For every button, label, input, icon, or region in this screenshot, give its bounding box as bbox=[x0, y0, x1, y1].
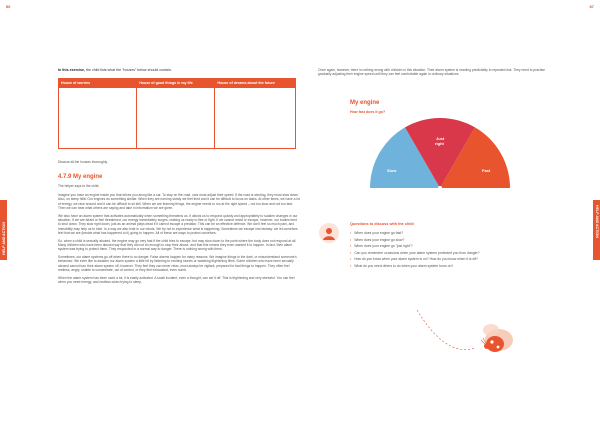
section-subtitle: The helper says to the child: bbox=[58, 184, 100, 188]
questions-list bbox=[350, 230, 570, 270]
house-cell bbox=[215, 88, 296, 149]
paragraph: When the alarm system has been used a lot, it is easily activated. A small incident, even a thought, can set it off. This is frightening and very stressful. You can feel when you need energy, and restless when trying to sleep. bbox=[58, 275, 295, 284]
paragraph: Imagine you have an engine inside you that drives you along like a car. To stay on the road, cars must adjust their speed. If the road is winding, they must slow down. Also, on steep hills! Our engines do something similar. When they are running slowly we feel tired and it can be difficult to focus on tasks. At other times, we have a lot of energy, we race around and it can be difficult to sit still. When we are learning things, the engine needs to run at the right speed – not too slow and not too fast. Then we can hear what others are saying and take in information we are given. bbox=[58, 193, 300, 211]
body-text bbox=[58, 193, 300, 284]
engine-gauge bbox=[360, 118, 520, 196]
question-item: • What do you need others to do when your alarm system turns on? bbox=[350, 263, 570, 270]
exercise-intro-text: the child lists what the "houses" below should contain. bbox=[84, 68, 172, 72]
gauge-label-right: right bbox=[435, 141, 444, 146]
question-item: • When does your engine go fast? bbox=[350, 230, 570, 237]
houses-table bbox=[58, 78, 296, 149]
questions-title: Questions to discuss with the child bbox=[350, 222, 414, 226]
gauge-label-just-right bbox=[435, 136, 445, 146]
discussion-icon bbox=[318, 222, 340, 244]
engine-subtitle: How fast does it go? bbox=[350, 110, 386, 114]
question-item: • How do you know when your alarm system is on? How do you know when it is off? bbox=[350, 256, 570, 263]
house-header: House of dreams about the future bbox=[215, 79, 296, 88]
exercise-intro-lead: In this exercise, bbox=[58, 68, 85, 72]
page-number-right: 87 bbox=[589, 4, 594, 9]
house-cell bbox=[59, 88, 137, 149]
house-header: House of good things in my life bbox=[137, 79, 215, 88]
paragraph: Sometimes, our alarm systems go off when there is no danger. False alarms happen for many reasons. We imagine things in the dark, or misunderstand someone's behaviour. We even like to awaken our alarm system a little bit by listening to exciting stories or watching frightening films. Some children who have been sexually abused cannot turn their alarm system off, however. They feel they can never relax, must always be vigilant, prepared for bad things to happen. They often feel restless, angry, unable to concentrate, out of control, or they feel exhausted, even numb. bbox=[58, 254, 297, 273]
question-item: • When does your engine go slow? bbox=[350, 237, 570, 244]
house-cell bbox=[137, 88, 215, 149]
page-number-left: 86 bbox=[6, 4, 11, 9]
gauge-label-just: Just bbox=[436, 136, 445, 141]
question-item: • Can you remember occasions when your alarm system protected you from danger? bbox=[350, 250, 570, 257]
right-intro: Once again, however, there is nothing wrong with children in this situation. Their alarm system is reacting predictably to repeated risk. They need to practise gradually adjusting their engine speed until they can feel comfortable again in ordinary situations. bbox=[318, 68, 545, 77]
gauge-label-fast: Fast bbox=[482, 168, 491, 173]
engine-title: My engine bbox=[350, 100, 380, 106]
gauge-hub bbox=[438, 186, 442, 190]
house-header: House of worries bbox=[59, 79, 137, 88]
exercise-intro bbox=[58, 68, 298, 72]
paragraph: We also have an alarm system that activates automatically when something threatens us. It allows us to respond quickly and appropriately to sudden changes in our situation. If we are afraid or feel threatened, our energy immediately surges, making us ready to flee or fight. If we cannot resist or escape, however, our bodies tend to shut down. They slow right down, just as an animal plays dead if it cannot escape a predator. This can be an effective defence. We don't feel so much pain, and immobility may help us to hide. In a way we also hide in our minds. We try not to experience what is happening. Sometimes we escape into fantasy: we let ourselves feel that we are (beside what has happened to it) going to happen. All of these are ways to protect ourselves. bbox=[58, 213, 298, 236]
side-tab-left bbox=[0, 200, 7, 260]
section-title: 4.7.9 My engine bbox=[58, 174, 103, 180]
ladybug-illustration bbox=[415, 300, 525, 370]
side-tab-right bbox=[593, 200, 600, 260]
paragraph: So, when a child is sexually abused, the engine may go very fast if the child tries to escape, but may slow down to the point where the body does not respond at all. Many children who have been abused say that they did not do enough to stop their abuse, and that this means they even wanted it to happen. In fact, their alarm system was trying to protect them. They responded in a normal way to danger. There is nothing wrong with them. bbox=[58, 238, 297, 252]
side-tab-label: HELP AND ACTION bbox=[594, 205, 599, 238]
gauge-label-slow: Slow bbox=[387, 168, 397, 173]
question-item: • When does your engine go "just right"? bbox=[350, 243, 570, 250]
side-tab-label: HELP AND ACTION bbox=[1, 222, 6, 255]
discuss-text: Discuss all the houses thoroughly. bbox=[58, 160, 108, 164]
